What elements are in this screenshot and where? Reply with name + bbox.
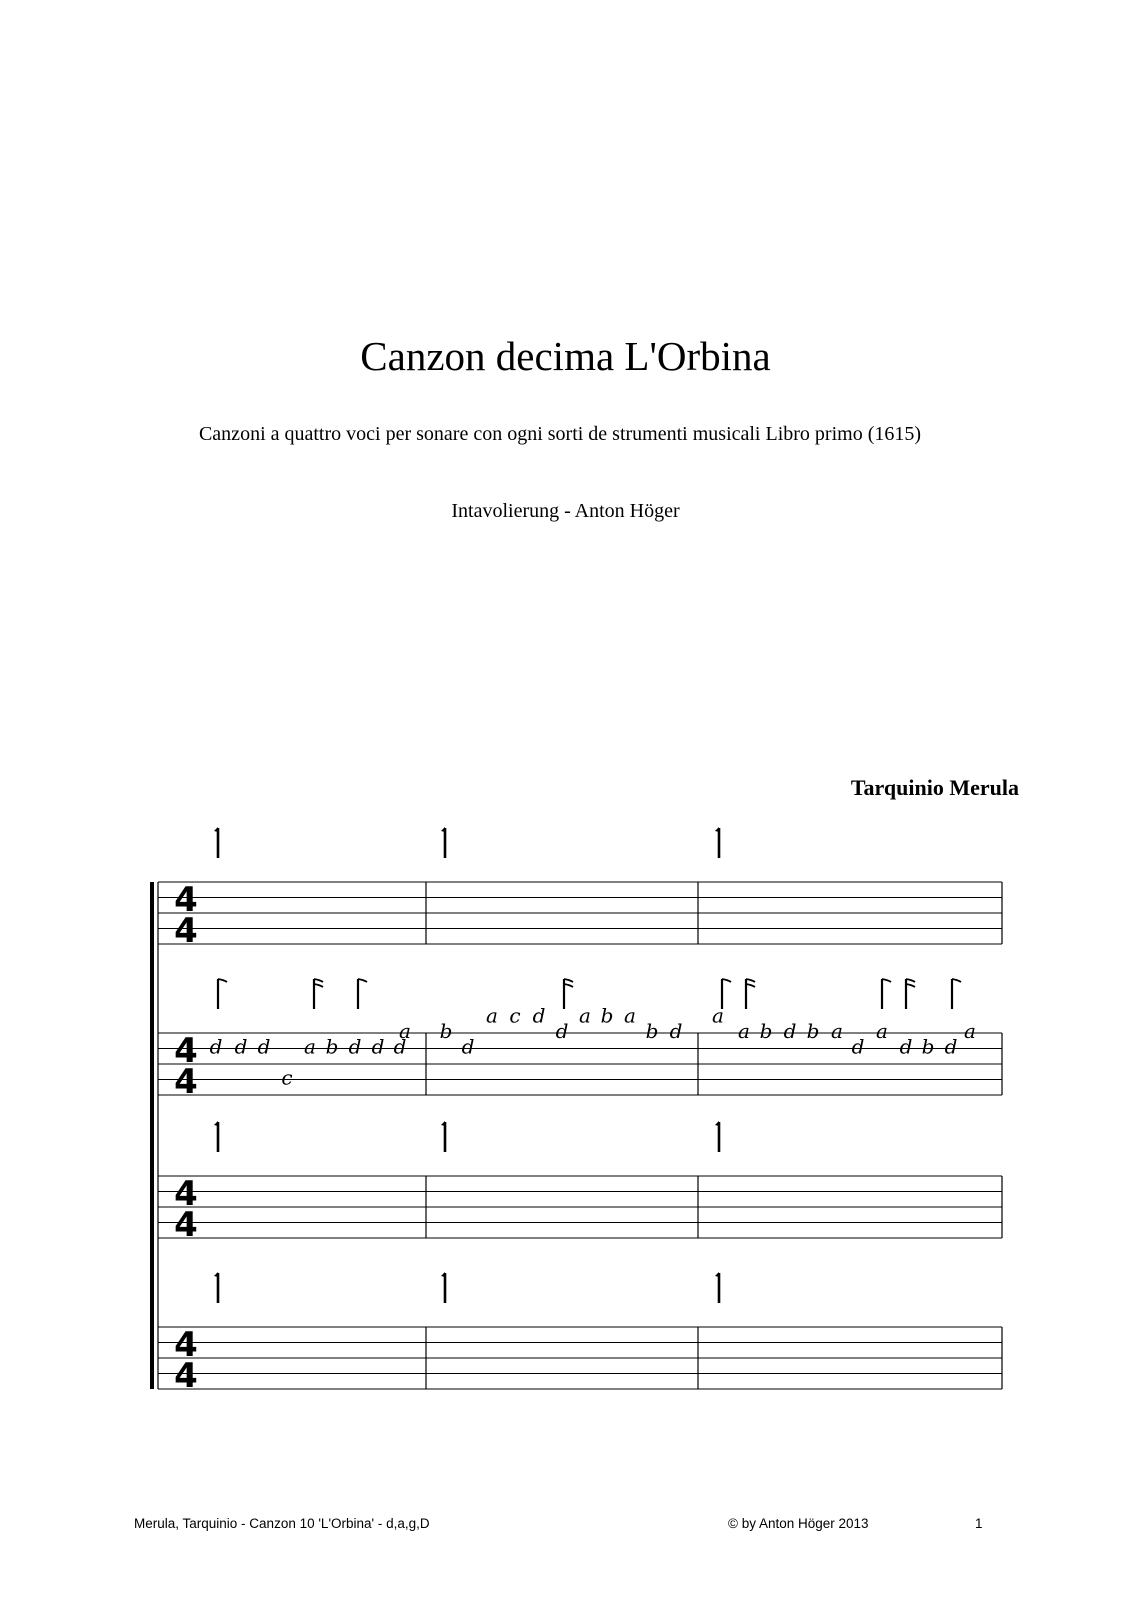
subtitle: Canzoni a quattro voci per sonare con ogni sorti de strumenti musicali Libro primo (1615) xyxy=(198,423,922,445)
tab-letter-d: d xyxy=(371,1034,385,1059)
rhythm-flag xyxy=(358,979,367,982)
tab-letter-d: d xyxy=(669,1019,683,1043)
time-signature-lower: 4 xyxy=(174,1062,198,1102)
footer-copyright: © by Anton Höger 2013 xyxy=(728,1516,869,1531)
rhythm-whole-serif xyxy=(715,827,719,832)
rhythm-flag xyxy=(746,979,755,982)
tab-letter-d: d xyxy=(783,1019,797,1043)
page-number: 1 xyxy=(975,1516,983,1531)
tab-letter-a: a xyxy=(712,1003,724,1028)
rhythm-flag xyxy=(722,979,731,982)
arranger-credit: Intavolierung - Anton Höger xyxy=(451,500,680,522)
tab-letter-d: d xyxy=(209,1034,223,1059)
tab-letter-c: c xyxy=(281,1065,293,1090)
tab-letter-d: d xyxy=(532,1003,546,1028)
rhythm-flag xyxy=(746,984,755,987)
tab-letter-a: a xyxy=(876,1019,888,1043)
rhythm-flag xyxy=(882,979,891,982)
tab-letter-a: a xyxy=(399,1019,411,1043)
tab-system-4 xyxy=(158,1272,1002,1396)
tab-letter-a: a xyxy=(831,1019,843,1043)
rhythm-flag xyxy=(906,979,915,982)
rhythm-flag xyxy=(952,979,961,982)
tab-letter-b: b xyxy=(325,1034,339,1059)
rhythm-whole-serif xyxy=(715,1121,719,1126)
time-signature-upper: 4 xyxy=(174,880,198,920)
tab-letter-b: b xyxy=(759,1019,773,1043)
rhythm-whole-serif xyxy=(441,1272,445,1277)
tab-letter-a: a xyxy=(964,1019,976,1043)
tab-letter-d: d xyxy=(257,1034,271,1059)
tab-letter-b: b xyxy=(645,1019,659,1043)
tab-letter-d: d xyxy=(899,1034,913,1059)
tab-letter-d: d xyxy=(348,1034,362,1059)
tab-letter-d: d xyxy=(393,1034,407,1059)
time-signature-upper: 4 xyxy=(174,1325,198,1365)
rhythm-flag xyxy=(564,979,573,982)
time-signature-lower: 4 xyxy=(174,911,198,951)
tab-letter-b: b xyxy=(439,1019,453,1043)
tab-letter-b: b xyxy=(600,1003,614,1028)
rhythm-flag xyxy=(314,979,323,982)
tab-letter-a: a xyxy=(304,1034,316,1059)
composer-name: Tarquinio Merula xyxy=(850,775,1019,800)
tab-letter-d: d xyxy=(944,1034,958,1059)
rhythm-whole-serif xyxy=(441,1121,445,1126)
tab-letter-a: a xyxy=(624,1003,636,1028)
tab-system-3 xyxy=(158,1121,1002,1245)
time-signature-lower: 4 xyxy=(174,1356,198,1396)
rhythm-flag xyxy=(906,984,915,987)
system-bracket-thick xyxy=(150,882,154,1389)
tab-letter-a: a xyxy=(738,1019,750,1043)
tab-letter-b: b xyxy=(806,1019,820,1043)
tab-system-1 xyxy=(158,827,1002,951)
rhythm-flag xyxy=(314,984,323,987)
footer-source: Merula, Tarquinio - Canzon 10 'L'Orbina' - d,a,g,D xyxy=(134,1516,430,1531)
tab-letter-a: a xyxy=(579,1003,591,1028)
page-title: Canzon decima L'Orbina xyxy=(360,333,771,379)
rhythm-whole-serif xyxy=(441,827,445,832)
rhythm-whole-serif xyxy=(214,1121,218,1126)
rhythm-whole-serif xyxy=(715,1272,719,1277)
time-signature-upper: 4 xyxy=(174,1174,198,1214)
tab-letter-d: d xyxy=(555,1019,569,1043)
tab-letter-c: c xyxy=(509,1003,521,1028)
tab-letter-a: a xyxy=(486,1003,498,1028)
time-signature-upper: 4 xyxy=(174,1031,198,1071)
time-signature-lower: 4 xyxy=(174,1205,198,1245)
tab-letter-b: b xyxy=(921,1034,935,1059)
tab-letter-d: d xyxy=(851,1034,865,1059)
rhythm-whole-serif xyxy=(214,1272,218,1277)
rhythm-flag xyxy=(564,984,573,987)
tab-letter-d: d xyxy=(461,1034,475,1059)
tab-system-2 xyxy=(158,979,1002,1102)
rhythm-flag xyxy=(218,979,227,982)
rhythm-whole-serif xyxy=(214,827,218,832)
tab-letter-d: d xyxy=(234,1034,248,1059)
